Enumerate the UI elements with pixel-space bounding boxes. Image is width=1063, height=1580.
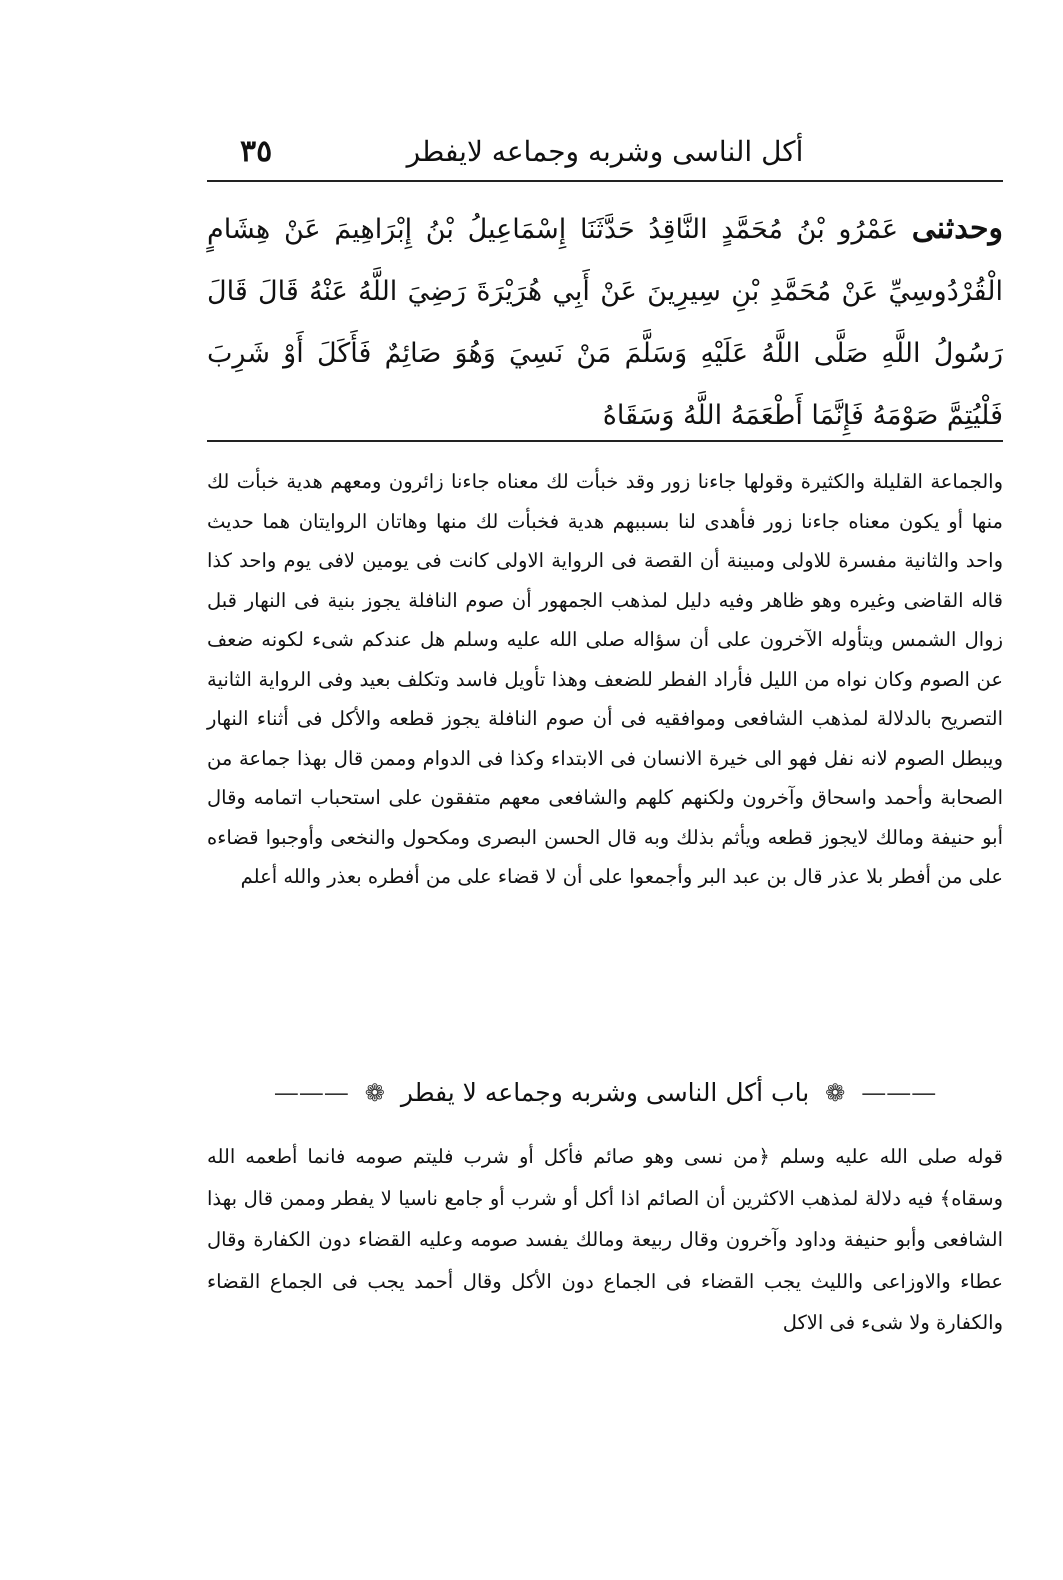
hadith-text: عَمْرُو بْنُ مُحَمَّدٍ النَّاقِدُ حَدَّثَنَا إِسْمَاعِيلُ بْنُ إِبْرَاهِيمَ عَنْ هِشَامٍ الْقُرْدُوسِيِّ عَنْ مُحَمَّدِ بْنِ سِيرِينَ عَنْ أَبِي هُرَيْرَةَ رَضِيَ اللَّهُ عَنْهُ قَالَ قَالَ رَسُولُ اللَّهِ صَلَّى اللَّهُ عَلَيْهِ وَسَلَّمَ مَنْ نَسِيَ وَهُوَ صَائِمٌ فَأَكَلَ أَوْ شَرِبَ فَلْيُتِمَّ صَوْمَهُ فَإِنَّمَا أَطْعَمَهُ اللَّهُ وَسَقَاهُ — [207, 214, 1003, 431]
page-number: ٣٥ — [240, 134, 273, 169]
header-rule — [207, 180, 1003, 182]
section-divider-rule — [207, 440, 1003, 442]
commentary-block — [207, 462, 1003, 897]
commentary-block-2 — [207, 1136, 1003, 1344]
heading-rule-left: ——— — [273, 1078, 349, 1107]
ornament-left-icon: ❁ — [364, 1079, 385, 1107]
chapter-heading — [207, 1068, 1003, 1118]
commentary-paragraph: والجماعة القليلة والكثيرة وقولها جاءنا زور وقد خبأت لك معناه جاءنا زائرون ومعهم هدية خبأت لك منها أو يكون معناه جاءنا زور فأهدى لنا بسببهم هدية فخبأت لك منها وهاتان الروايتان هما حديث واحد والثانية مفسرة للاولى ومبينة أن القصة فى الرواية الاولى كانت فى يومين لافى يوم واحد كذا قاله القاضى وغيره وهو ظاهر وفيه دليل لمذهب الجمهور أن صوم النافلة يجوز بنية فى النهار قبل زوال الشمس ويتأوله الآخرون على أن سؤاله صلى الله عليه وسلم هل عندكم شىء لكونه ضعف عن الصوم وكان نواه من الليل فأراد الفطر للضعف وهذا تأويل فاسد وتكلف بعيد وفى الرواية الثانية التصريح بالدلالة لمذهب الشافعى وموافقيه فى أن صوم النافلة يجوز قطعه والأكل فى أثناء النهار ويبطل الصوم لانه نفل فهو الى خيرة الانسان فى الابتداء وكذا فى الدوام وممن قال بهذا جماعة من الصحابة وأحمد واسحاق وآخرون ولكنهم كلهم والشافعى معهم متفقون على استحباب اتمامه وقال أبو حنيفة ومالك لايجوز قطعه ويأثم بذلك وبه قال الحسن البصرى ومكحول والنخعى وأوجبوا قضاءه على من أفطر بلا عذر قال بن عبد البر وأجمعوا على أن لا قضاء على من أفطره بعذر والله أعلم — [207, 470, 1003, 888]
heading-rule-right: ——— — [861, 1078, 937, 1107]
commentary-paragraph-2: قوله صلى الله عليه وسلم ﴿من نسى وهو صائم فأكل أو شرب فليتم صومه فانما أطعمه الله وسقاه﴾ فيه دلالة لمذهب الاكثرين أن الصائم اذا أكل أو شرب أو جامع ناسيا لا يفطر وممن قال بهذا الشافعى وأبو حنيفة وداود وآخرون وقال ربيعة ومالك يفسد صومه وعليه القضاء دون الكفارة وقال عطاء والاوزاعى والليث يجب القضاء فى الجماع دون الأكل وقال أحمد يجب فى الجماع القضاء والكفارة ولا شىء فى الاكل — [207, 1145, 1003, 1334]
ornament-right-icon: ❁ — [825, 1079, 846, 1107]
hadith-lead-word: وحدثنى — [911, 211, 1003, 246]
running-head — [210, 128, 1000, 176]
running-title: أكل الناسى وشربه وجماعه لايفطر — [406, 135, 804, 168]
hadith-text-block — [207, 198, 1003, 447]
chapter-title: باب أكل الناسى وشربه وجماعه لا يفطر — [400, 1078, 810, 1107]
